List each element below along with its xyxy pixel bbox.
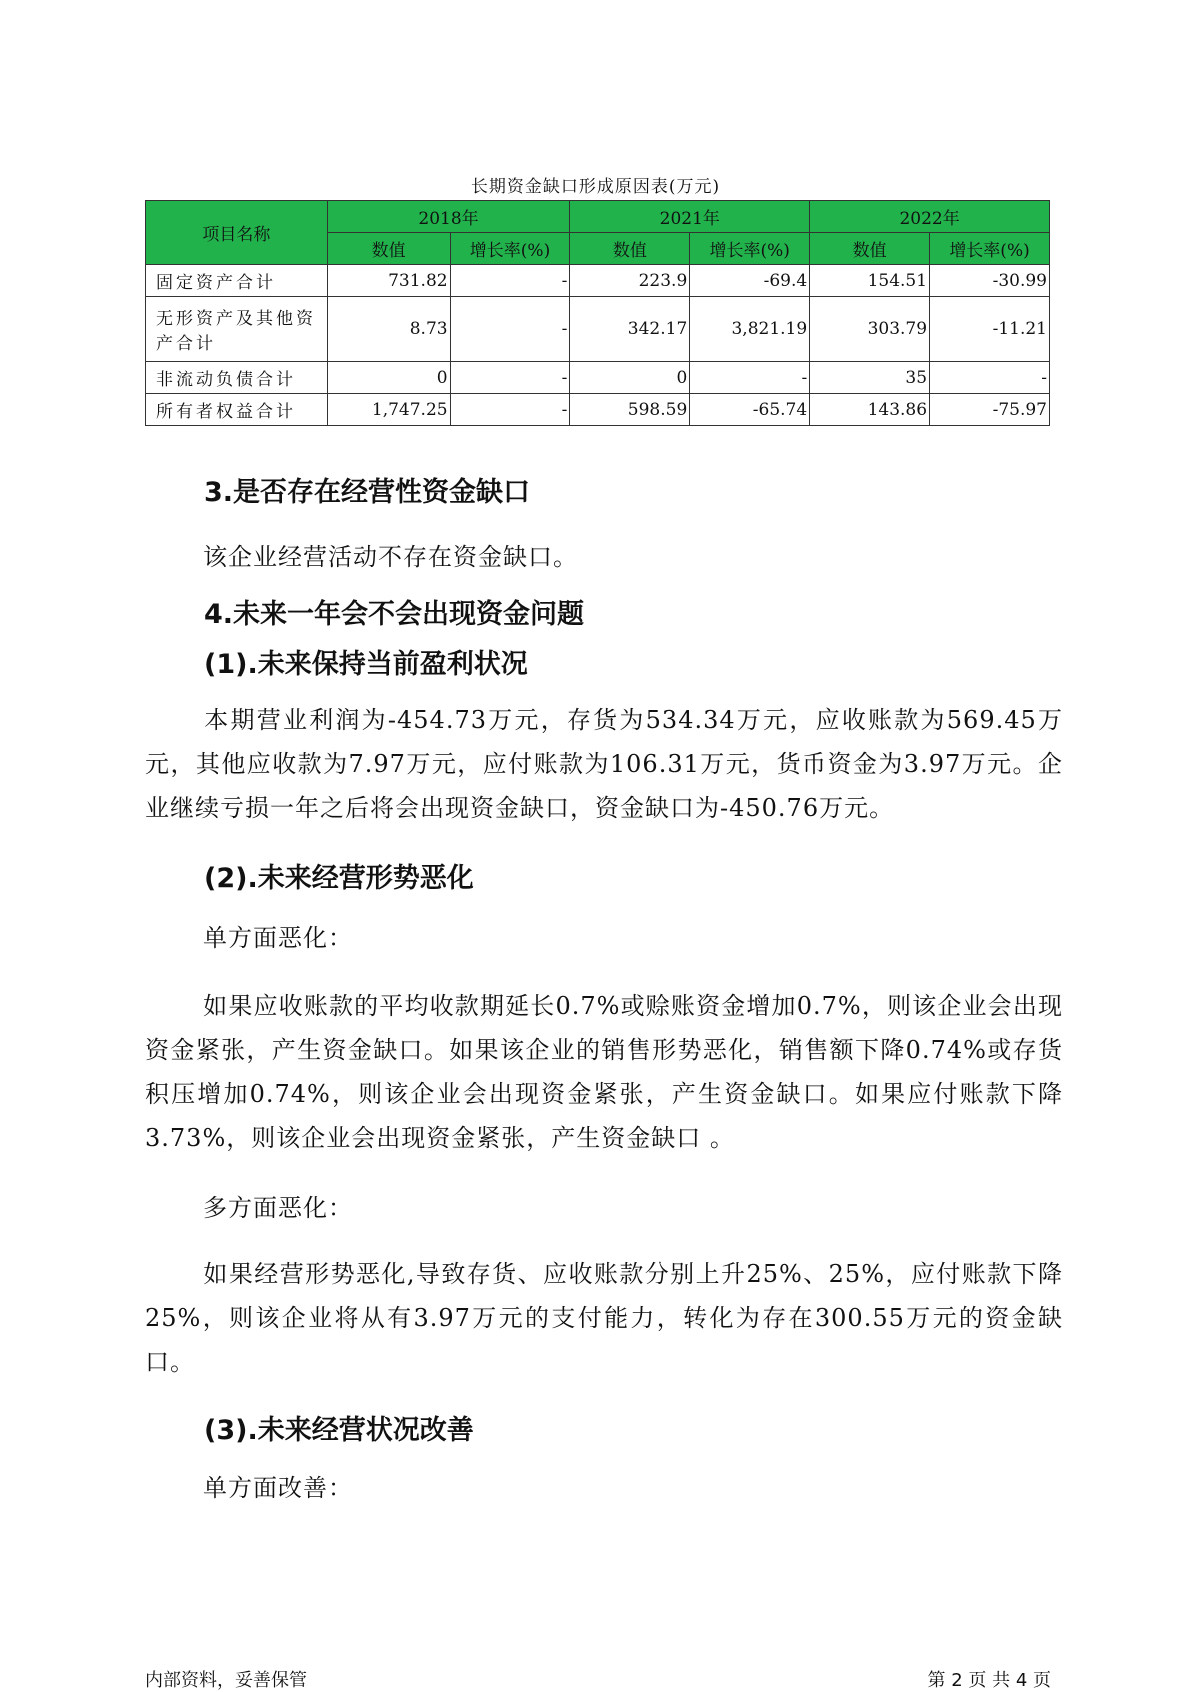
table-row [146,362,1050,394]
cell: 0 [327,362,450,394]
cell: 303.79 [810,297,930,362]
paragraph-multi-worsen-detail: 如果经营形势恶化,导致存货、应收账款分别上升25%、25%，应付账款下降25%，则该企业将从有3.97万元的支付能力，转化为存在300.55万元的资金缺口。 [145,1260,1063,1376]
page-number: 第 2 页 共 4 页 [927,1670,1051,1691]
cell: - [450,265,570,297]
cell: -75.97 [930,394,1050,426]
cell: 154.51 [810,265,930,297]
cell: -30.99 [930,265,1050,297]
cell: - [450,362,570,394]
capital-gap-table [145,200,1050,426]
cell: - [450,297,570,362]
paragraph-single-improve: 单方面改善： [203,1474,353,1502]
cell: 143.86 [810,394,930,426]
header-item-name: 项目名称 [146,201,328,265]
cell: - [690,362,810,394]
header-growth: 增长率(%) [450,233,570,265]
header-value: 数值 [570,233,690,265]
row-name: 所有者权益合计 [146,394,328,426]
cell: 0 [570,362,690,394]
header-year-2022: 2022年 [810,201,1050,233]
cell: 8.73 [327,297,450,362]
header-year-2018: 2018年 [327,201,570,233]
row-name: 非流动负债合计 [146,362,328,394]
header-value: 数值 [810,233,930,265]
table-row [146,394,1050,426]
paragraph-single-worsen-detail: 如果应收账款的平均收款期延长0.7%或赊账资金增加0.7%，则该企业会出现资金紧张，产生资金缺口。如果该企业的销售形势恶化，销售额下降0.74%或存货积压增加0.74%，则该企业会出现资金紧张，产生资金缺口。如果应付账款下降3.73%，则该企业会出现资金紧张，产生资金缺口 。 [145,992,1063,1152]
heading-operating-gap: 3.是否存在经营性资金缺口 [204,477,531,508]
cell: -65.74 [690,394,810,426]
row-name: 固定资产合计 [146,265,328,297]
footer-note: 内部资料，妥善保管 [145,1670,307,1691]
cell: 1,747.25 [327,394,450,426]
cell: 35 [810,362,930,394]
cell: 598.59 [570,394,690,426]
cell: - [930,362,1050,394]
header-growth: 增长率(%) [930,233,1050,265]
cell: 342.17 [570,297,690,362]
paragraph-single-worsen: 单方面恶化： [203,924,353,952]
cell: 3,821.19 [690,297,810,362]
heading-improve: (3).未来经营状况改善 [204,1415,474,1446]
paragraph-profit: 本期营业利润为-454.73万元，存货为534.34万元，应收账款为569.45万元，其他应收款为7.97万元，应付账款为106.31万元，货币资金为3.97万元。企业继续亏损一年之后将会出现资金缺口，资金缺口为-450.76万元。 [145,706,1063,822]
heading-keep-profit: (1).未来保持当前盈利状况 [204,649,528,680]
heading-next-year: 4.未来一年会不会出现资金问题 [204,599,585,630]
table-row [146,297,1050,362]
cell: 731.82 [327,265,450,297]
table-caption: 长期资金缺口形成原因表(万元) [470,177,721,197]
cell: -69.4 [690,265,810,297]
heading-worsen: (2).未来经营形势恶化 [204,863,474,894]
table-row [146,265,1050,297]
header-growth: 增长率(%) [690,233,810,265]
cell: -11.21 [930,297,1050,362]
cell: 223.9 [570,265,690,297]
paragraph-no-gap: 该企业经营活动不存在资金缺口。 [203,543,578,571]
paragraph-multi-worsen: 多方面恶化： [203,1194,353,1222]
cell: - [450,394,570,426]
header-year-2021: 2021年 [570,201,810,233]
row-name: 无形资产及其他资产合计 [146,297,328,362]
header-value: 数值 [327,233,450,265]
